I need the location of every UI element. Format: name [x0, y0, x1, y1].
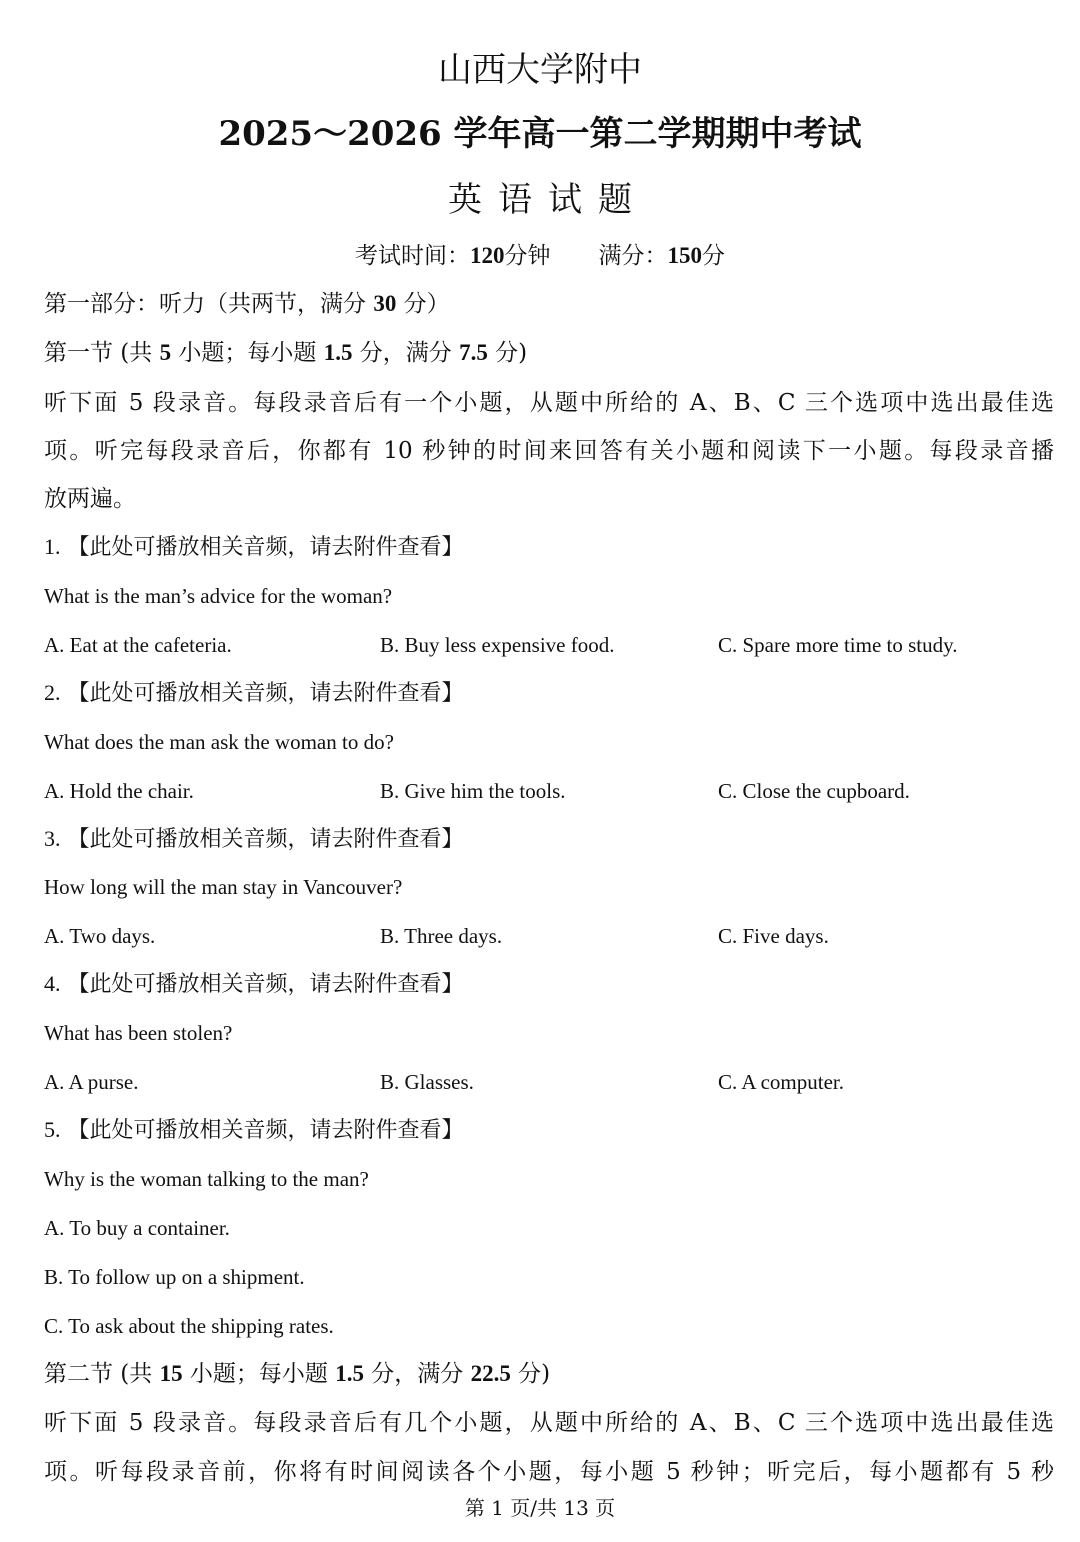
time-label: 考试时间： — [355, 243, 470, 269]
option-c: C. A computer. — [718, 1070, 844, 1094]
audio-placeholder: 【此处可播放相关音频，请去附件查看】 — [67, 827, 464, 852]
subject-title: 英语试题 — [448, 180, 648, 220]
question-audio-line — [44, 530, 1054, 565]
option-c: C. Spare more time to study. — [718, 633, 958, 657]
option-a: A. Hold the chair. — [44, 779, 194, 803]
question-audio-line — [44, 822, 1054, 857]
question-text: What is the man’s advice for the woman? — [44, 584, 393, 608]
option-b: B. Give him the tools. — [380, 779, 566, 803]
section2-heading: 第二节 (共 15 小题；每小题 1.5 分，满分 22.5 分) — [44, 1361, 551, 1387]
option-a: A. Two days. — [44, 924, 156, 948]
audio-placeholder: 【此处可播放相关音频，请去附件查看】 — [67, 535, 464, 560]
section1-instruction-line: 项。听完每段录音后，你都有 10 秒钟的时间来回答有关小题和阅读下一小题。每段录音播 — [44, 438, 1054, 464]
exam-meta — [0, 238, 1080, 274]
option-c: C. To ask about the shipping rates. — [44, 1314, 334, 1338]
question-number: 3. — [44, 826, 61, 851]
question-number: 1. — [44, 534, 61, 559]
score-unit: 分 — [702, 243, 725, 269]
question-text: What does the man ask the woman to do? — [44, 730, 394, 754]
section2-instruction-line: 听下面 5 段录音。每段录音后有几个小题，从题中所给的 A、B、C 三个选项中选出最佳选 — [44, 1410, 1054, 1436]
option-b: B. Glasses. — [380, 1070, 474, 1094]
part1-heading: 第一部分：听力（共两节，满分 30 分） — [44, 291, 450, 317]
time-unit: 分钟 — [504, 243, 551, 269]
time-value: 120 — [470, 243, 505, 268]
question-number: 2. — [44, 680, 61, 705]
option-b: B. Buy less expensive food. — [380, 633, 615, 657]
question-number: 5. — [44, 1117, 61, 1142]
audio-placeholder: 【此处可播放相关音频，请去附件查看】 — [67, 1118, 464, 1143]
question-text: How long will the man stay in Vancouver? — [44, 875, 403, 899]
option-c: C. Close the cupboard. — [718, 779, 910, 803]
option-b: B. Three days. — [380, 924, 503, 948]
section1-instruction-line: 放两遍。 — [44, 486, 136, 512]
audio-placeholder: 【此处可播放相关音频，请去附件查看】 — [67, 681, 464, 706]
option-a: A. A purse. — [44, 1070, 139, 1094]
question-number: 4. — [44, 971, 61, 996]
option-a: A. To buy a container. — [44, 1216, 230, 1240]
audio-placeholder: 【此处可播放相关音频，请去附件查看】 — [67, 972, 464, 997]
option-b: B. To follow up on a shipment. — [44, 1265, 305, 1289]
section1-instruction-line: 听下面 5 段录音。每段录音后有一个小题，从题中所给的 A、B、C 三个选项中选出最佳选 — [44, 390, 1054, 416]
option-a: A. Eat at the cafeteria. — [44, 633, 232, 657]
question-audio-line — [44, 1113, 1054, 1148]
section1-heading: 第一节 (共 5 小题；每小题 1.5 分，满分 7.5 分) — [44, 340, 528, 366]
option-c: C. Five days. — [718, 924, 829, 948]
exam-title: 2025～2026 学年高一第二学期期中考试 — [218, 114, 862, 154]
score-value: 150 — [667, 243, 702, 268]
school-name: 山西大学附中 — [438, 50, 642, 90]
question-text: Why is the woman talking to the man? — [44, 1167, 369, 1191]
score-label: 满分： — [598, 243, 668, 269]
section2-instruction-line: 项。听每段录音前，你将有时间阅读各个小题，每小题 5 秒钟；听完后，每小题都有 5 秒 — [44, 1459, 1054, 1485]
question-audio-line — [44, 967, 1054, 1002]
question-text: What has been stolen? — [44, 1021, 233, 1045]
page-number-footer: 第 1 页/共 13 页 — [464, 1496, 616, 1520]
question-audio-line — [44, 676, 1054, 711]
